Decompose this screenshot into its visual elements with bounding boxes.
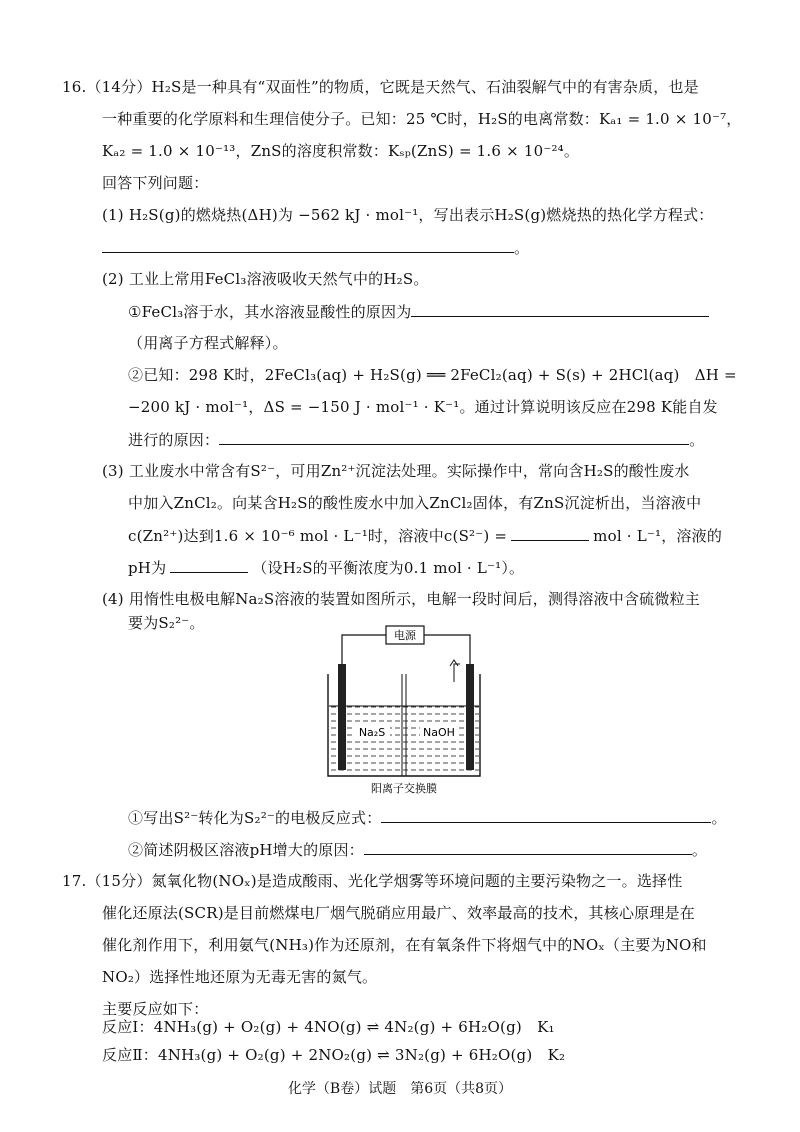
q16-part2-i-note: （用离子方程式解释）。	[128, 334, 288, 352]
q16-part3-d	[128, 556, 524, 578]
part3-d-text: pH为	[128, 559, 167, 577]
q17-reaction-2: 反应Ⅱ：4NH₃(g) + O₂(g) + 2NO₂(g) ⇌ 3N₂(g) + 6H₂O(g) K₂	[102, 1046, 566, 1064]
q16-part3-c	[128, 524, 722, 546]
q16-part4-a: (4) 用惰性电极电解Na₂S溶液的装置如图所示，电解一段时间后，测得溶液中含硫微粒主	[102, 590, 700, 608]
right-wire	[424, 635, 470, 664]
part4-i-text: ①写出S²⁻转化为S₂²⁻的电极反应式：	[128, 809, 382, 827]
part3-d-note: （设H₂S的平衡浓度为0.1 mol · L⁻¹）。	[252, 559, 525, 577]
na2s-label: Na₂S	[358, 726, 386, 739]
q16-part1-answer-line	[102, 236, 529, 258]
q16-part1: (1) H₂S(g)的燃烧热(ΔH)为 −562 kJ · mol⁻¹，写出表示H₂S(g)燃烧热的热化学方程式：	[102, 206, 714, 224]
answer-blank[interactable]	[170, 556, 248, 573]
q16-part2-ii-c	[128, 428, 704, 450]
cathode-electrode	[466, 664, 474, 770]
answer-blank[interactable]	[381, 806, 711, 823]
part3-c-unit: mol · L⁻¹，溶液的	[593, 527, 723, 545]
q16-part2-ii-b: −200 kJ · mol⁻¹，ΔS = −150 J · mol⁻¹ · K⁻¹。通过计算说明该反应在298 K能自发	[128, 398, 718, 416]
answer-blank[interactable]	[219, 428, 689, 445]
q17-line-1: 17.（15分）氮氧化物(NOₓ)是造成酸雨、光化学烟雾等环境问题的主要污染物之一。选择性	[62, 872, 683, 890]
anode-electrode	[338, 664, 346, 770]
period: 。	[691, 841, 708, 859]
membrane-label: 阳离子交换膜	[371, 782, 437, 795]
power-source-label: 电源	[394, 629, 416, 642]
q17-line-4: NO₂）选择性地还原为无毒无害的氮气。	[102, 968, 378, 986]
q16-part3-a: (3) 工业废水中常含有S²⁻，可用Zn²⁺沉淀法处理。实际操作中，常向含H₂S的酸性废水	[102, 462, 690, 480]
part3-c-text: c(Zn²⁺)达到1.6 × 10⁻⁶ mol · L⁻¹时，溶液中c(S²⁻) =	[128, 527, 508, 545]
part2-i-text: ①FeCl₃溶于水，其水溶液显酸性的原因为	[128, 303, 412, 321]
part2-ii-c-text: 进行的原因：	[128, 431, 220, 449]
q17-line-5: 主要反应如下：	[102, 1000, 209, 1018]
part4-ii-text: ②简述阴极区溶液pH增大的原因：	[128, 841, 364, 859]
q17-line-3: 催化剂作用下，利用氨气(NH₃)作为还原剂，在有氧条件下将烟气中的NOₓ（主要为NO和	[102, 936, 707, 954]
period: 。	[711, 809, 727, 827]
naoh-label: NaOH	[423, 726, 455, 739]
left-wire	[342, 635, 386, 664]
answer-blank[interactable]	[102, 236, 514, 253]
electrolysis-figure	[322, 620, 486, 796]
page-footer: 化学（B卷）试题 第6页（共8页）	[287, 1081, 513, 1097]
q16-part4-ii	[128, 838, 707, 860]
q16-part4-b: 要为S₂²⁻。	[128, 614, 205, 632]
answer-blank[interactable]	[511, 524, 589, 541]
answer-blank[interactable]	[411, 300, 709, 317]
q17-reaction-1: 反应Ⅰ：4NH₃(g) + O₂(g) + 4NO(g) ⇌ 4N₂(g) + 6H₂O(g) K₁	[102, 1018, 555, 1036]
q16-line-3: Kₐ₂ = 1.0 × 10⁻¹³，ZnS的溶度积常数：Kₛₚ(ZnS) = 1.6 × 10⁻²⁴。	[102, 142, 580, 160]
period: 。	[514, 239, 530, 257]
q16-line-1: 16.（14分）H₂S是一种具有“双面性”的物质，它既是天然气、石油裂解气中的有害杂质，也是	[62, 78, 699, 96]
q16-line-4: 回答下列问题：	[102, 174, 209, 192]
q16-part4-i	[128, 806, 727, 828]
q16-part3-b: 中加入ZnCl₂。向某含H₂S的酸性废水中加入ZnCl₂固体，有ZnS沉淀析出，当溶液中	[128, 494, 702, 512]
q16-part2: (2) 工业上常用FeCl₃溶液吸收天然气中的H₂S。	[102, 270, 429, 288]
q16-line-2: 一种重要的化学原料和生理信使分子。已知：25 ℃时，H₂S的电离常数：Kₐ₁ = 1.0 × 10⁻⁷，	[102, 110, 742, 128]
solution	[329, 706, 479, 775]
q17-line-2: 催化还原法(SCR)是目前燃煤电厂烟气脱硝应用最广、效率最高的技术，其核心原理是在	[102, 904, 695, 922]
period: 。	[689, 431, 705, 449]
answer-blank[interactable]	[364, 838, 692, 855]
gas-outlet-tube	[454, 664, 460, 682]
q16-part2-i	[128, 300, 709, 322]
q16-part2-ii-a: ②已知：298 K时，2FeCl₃(aq) + H₂S(g) ══ 2FeCl₂(aq) + S(s) + 2HCl(aq) ΔH =	[128, 366, 737, 384]
